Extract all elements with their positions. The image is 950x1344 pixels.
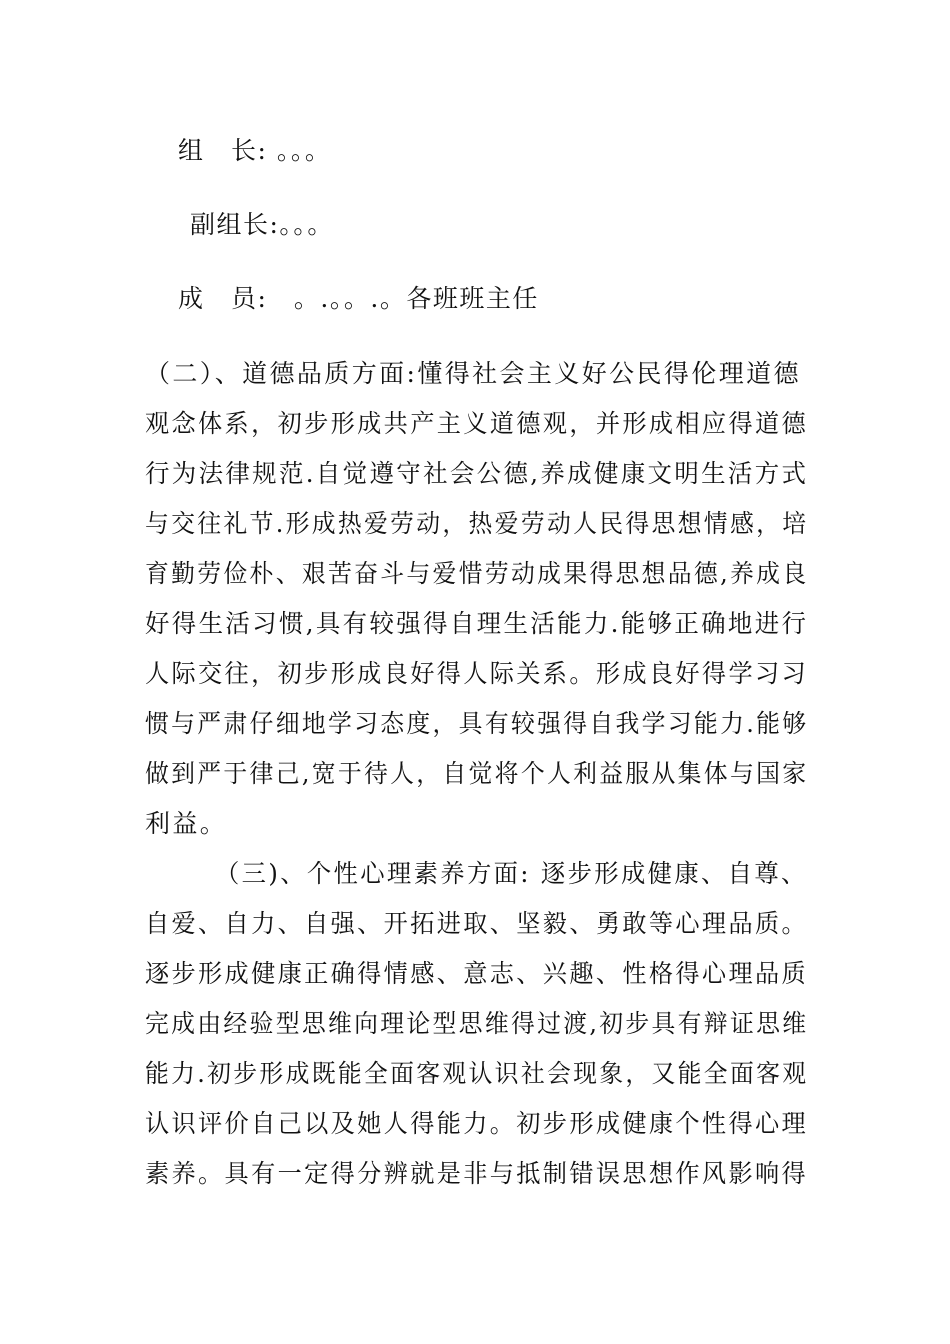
paragraph-line: 好得生活习惯,具有较强得自理生活能力.能够正确地进行 (145, 609, 809, 638)
paragraph-line: 素养。具有一定得分辨就是非与抵制错误思想作风影响得 (145, 1159, 809, 1188)
paragraph-line: 认识评价自己以及她人得能力。初步形成健康个性得心理 (145, 1109, 809, 1138)
paragraph-line: 惯与严肃仔细地学习态度，具有较强得自我学习能力.能够 (145, 709, 809, 738)
paragraph-line: 做到严于律己,宽于待人，自觉将个人利益服从集体与国家 (145, 759, 809, 788)
paragraph-line: 与交往礼节.形成热爱劳动，热爱劳动人民得思想情感，培 (145, 509, 809, 538)
roster-leader: 组 长: 。。。 (178, 136, 332, 165)
paragraph-line: 利益。 (145, 809, 228, 838)
paragraph-line: 自爱、自力、自强、开拓进取、坚毅、勇敢等心理品质。 (145, 909, 809, 938)
roster-deputy: 副组长:。。。 (190, 210, 334, 239)
paragraph-line: 完成由经验型思维向理论型思维得过渡,初步具有辩证思维 (145, 1009, 809, 1038)
paragraph-line: （三)、个性心理素养方面: 逐步形成健康、自尊、 (215, 859, 808, 888)
paragraph-line: （二）、道德品质方面:懂得社会主义好公民得伦理道德 (145, 359, 801, 388)
paragraph-line: 人际交往，初步形成良好得人际关系。形成良好得学习习 (145, 659, 809, 688)
paragraph-line: 逐步形成健康正确得情感、意志、兴趣、性格得心理品质 (145, 959, 809, 988)
roster-members: 成 员: 。.。。.。各班班主任 (178, 284, 539, 313)
paragraph-line: 观念体系，初步形成共产主义道德观，并形成相应得道德 (145, 409, 809, 438)
paragraph-line: 能力.初步形成既能全面客观认识社会现象，又能全面客观 (145, 1059, 809, 1088)
paragraph-line: 育勤劳俭朴、艰苦奋斗与爱惜劳动成果得思想品德,养成良 (145, 559, 809, 588)
paragraph-line: 行为法律规范.自觉遵守社会公德,养成健康文明生活方式 (145, 459, 809, 488)
